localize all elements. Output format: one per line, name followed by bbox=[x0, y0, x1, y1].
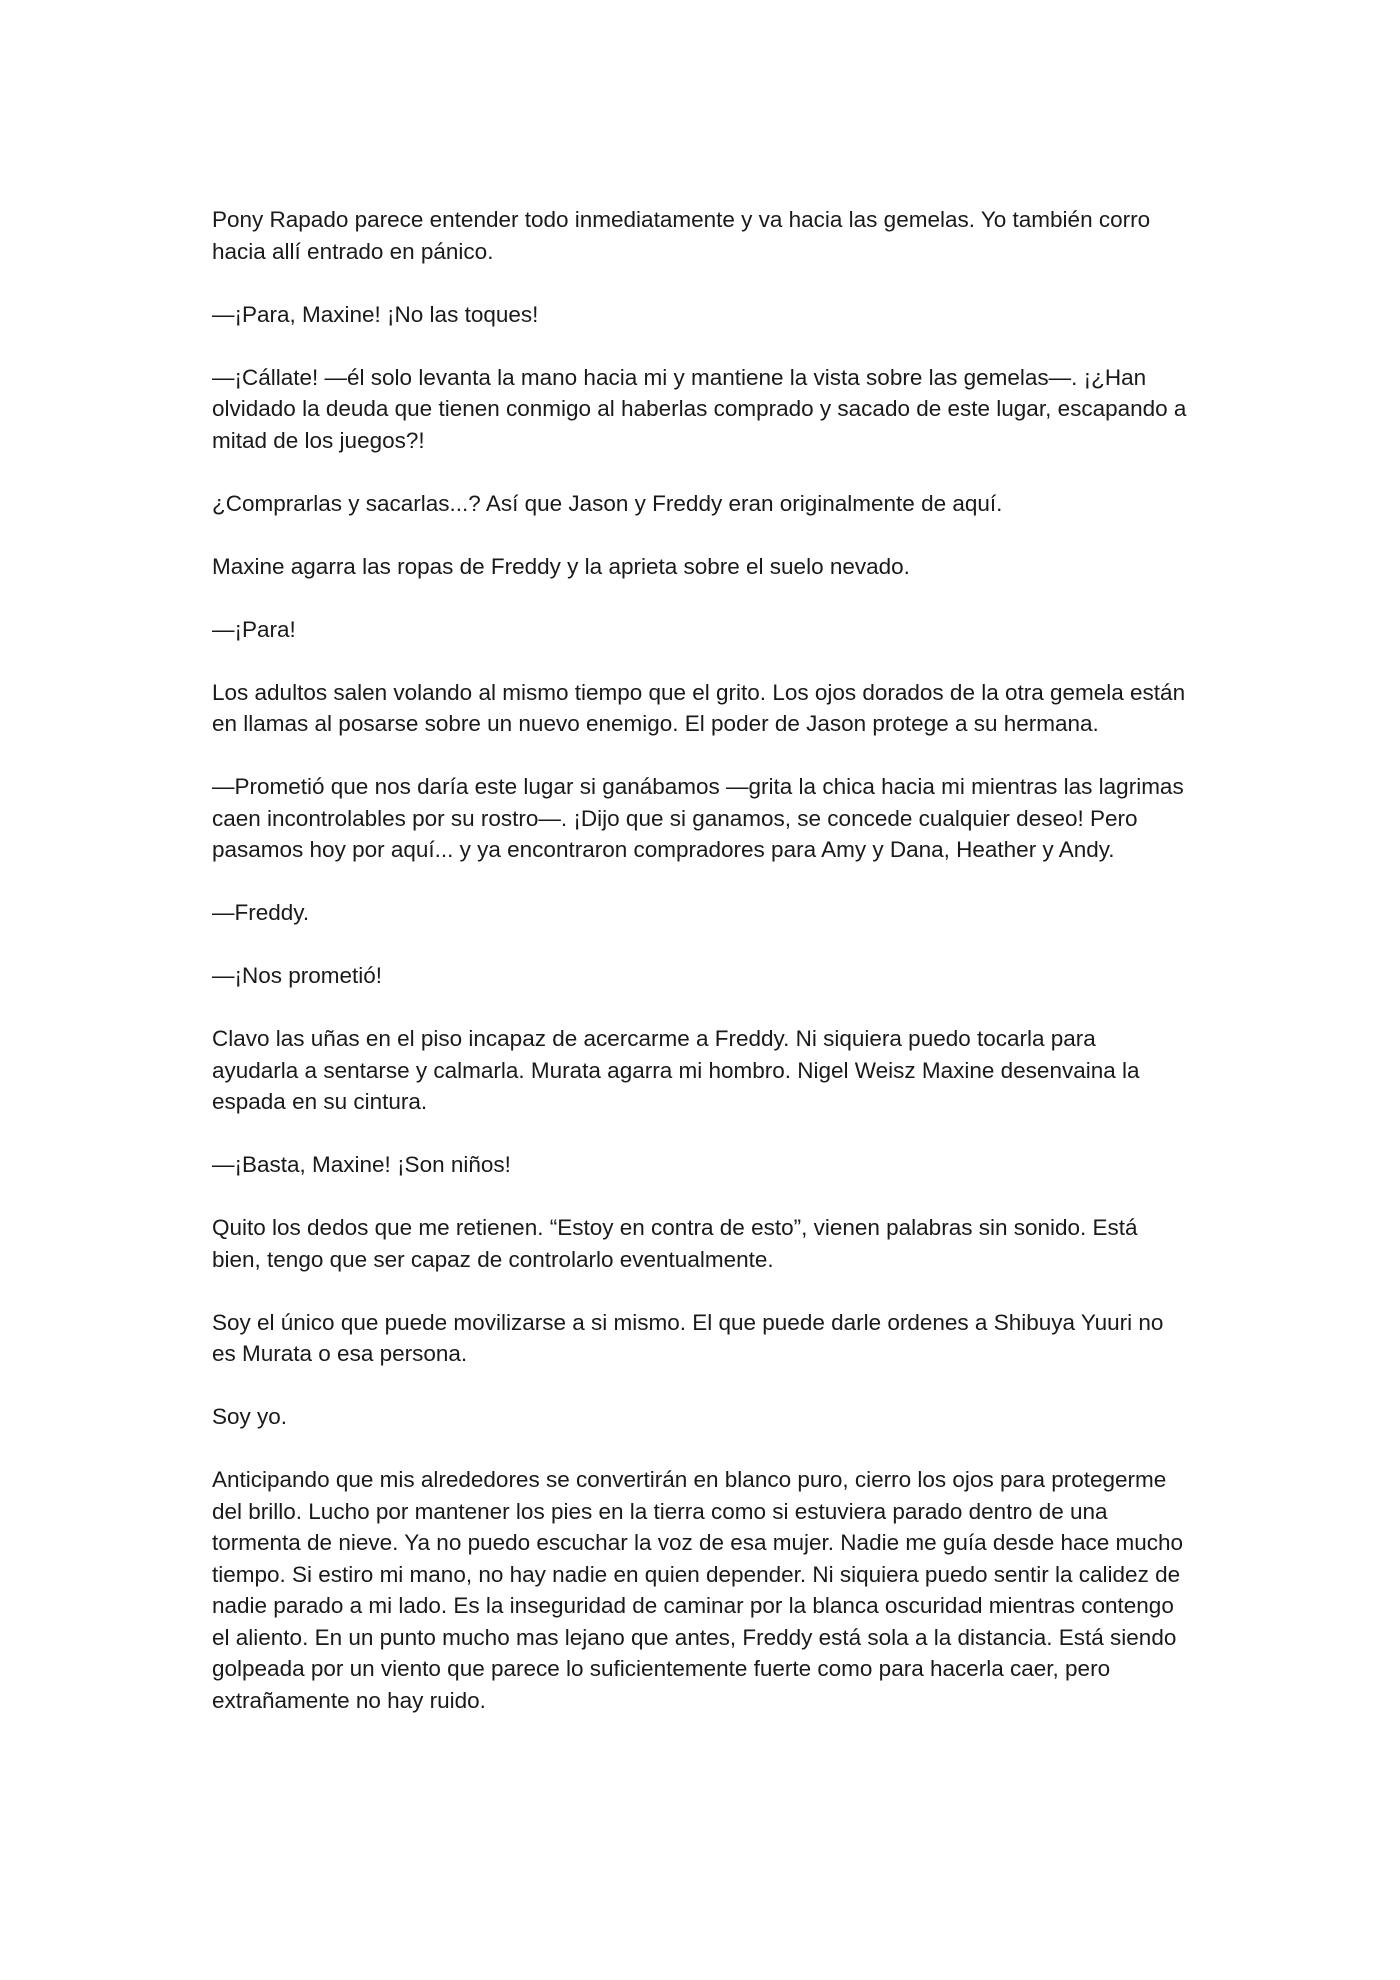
paragraph: Soy yo. bbox=[212, 1404, 288, 1429]
paragraph: —¡Para, Maxine! ¡No las toques! bbox=[212, 301, 539, 327]
paragraph: Soy el único que puede movilizarse a si mismo. El que puede darle ordenes a Shibuya Yuuri no es Murata o esa persona. bbox=[212, 1309, 1164, 1366]
paragraph: —¡Nos prometió! bbox=[212, 963, 383, 988]
document-body bbox=[212, 204, 1187, 1716]
paragraph: —¡Cállate! —él solo levanta la mano hacia mi y mantiene la vista sobre las gemelas—. ¡¿Han olvidado la deuda que tienen conmigo al haberlas comprado y sacado de este lugar, escapando a mitad de los juegos?! bbox=[212, 364, 1187, 453]
paragraph: ¿Comprarlas y sacarlas...? Así que Jason y Freddy eran originalmente de aquí. bbox=[212, 490, 1003, 516]
paragraph: Anticipando que mis alrededores se convertirán en blanco puro, cierro los ojos para protegerme del brillo. Lucho por mantener los pies en la tierra como si estuviera parado dentro de una tormenta de nieve. Ya no puedo escuchar la voz de esa mujer. Nadie me guía desde hace mucho tiempo. Si estiro mi mano, no hay nadie en quien depender. Ni siquiera puedo sentir la calidez de nadie parado a mi lado. Es la inseguridad de caminar por la blanca oscuridad mientras contengo el aliento. En un punto mucho mas lejano que antes, Freddy está sola a la distancia. Está siendo golpeada por un viento que parece lo suficientemente fuerte como para hacerla caer, pero extrañamente no hay ruido. bbox=[212, 1467, 1184, 1713]
paragraph: —¡Para! bbox=[212, 616, 296, 642]
paragraph: Quito los dedos que me retienen. “Estoy en contra de esto”, vienen palabras sin sonido. Está bien, tengo que ser capaz de controlarlo eventualmente. bbox=[212, 1215, 1138, 1272]
paragraph: —Freddy. bbox=[212, 900, 310, 925]
paragraph: —Prometió que nos daría este lugar si ganábamos —grita la chica hacia mi mientras las lagrimas caen incontrolables por su rostro—. ¡Dijo que si ganamos, se concede cualquier deseo! Pero pasamos hoy por aquí... y ya encontraron compradores para Amy y Dana, Heather y Andy. bbox=[212, 774, 1184, 862]
paragraph: Clavo las uñas en el piso incapaz de acercarme a Freddy. Ni siquiera puedo tocarla para ayudarla a sentarse y calmarla. Murata agarra mi hombro. Nigel Weisz Maxine desenvaina la espada en su cintura. bbox=[212, 1026, 1140, 1114]
paragraph: —¡Basta, Maxine! ¡Son niños! bbox=[212, 1152, 511, 1177]
paragraph: Maxine agarra las ropas de Freddy y la aprieta sobre el suelo nevado. bbox=[212, 553, 910, 579]
paragraph: Los adultos salen volando al mismo tiempo que el grito. Los ojos dorados de la otra gemela están en llamas al posarse sobre un nuevo enemigo. El poder de Jason protege a su hermana. bbox=[212, 679, 1186, 736]
paragraph: Pony Rapado parece entender todo inmediatamente y va hacia las gemelas. Yo también corro hacia allí entrado en pánico. bbox=[212, 207, 1151, 264]
